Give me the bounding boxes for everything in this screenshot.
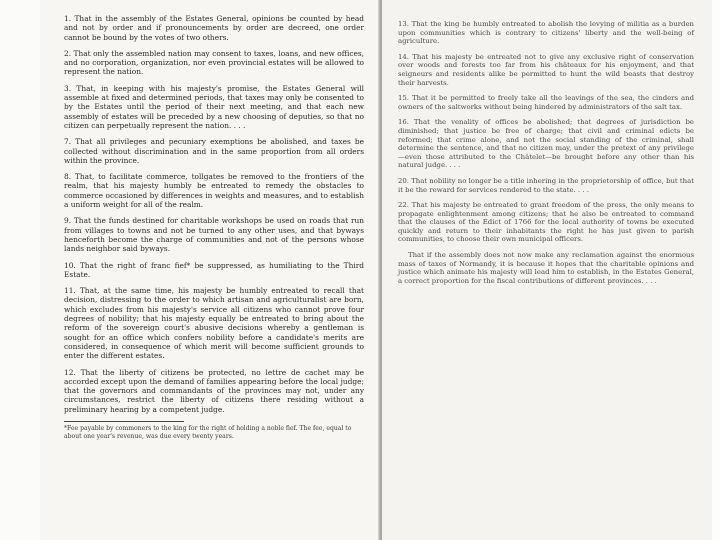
right-column [398,20,694,292]
article-12: 12. That the liberty of citizens be protected, no lettre de cachet may be accorded except upon the demand of families appearing before the local judge; that the governors and commandants of the provinces may not, under any circumstances, restrict the liberty of citizens there residing without a preliminary hearing by a competent judge. [64,367,364,414]
article-15: 15. That it be permitted to freely take all the leavings of the sea, the cinders and owners of the saltworks without being hindered by administrators of the salt tax. [398,94,694,111]
footnote-divider [64,421,184,422]
article-8: 8. That, to facilitate commerce, tollgates be removed to the frontiers of the realm, that his majesty humbly be entreated to remedy the obstacles to commerce occasioned by differences in weights and measures, and to establish a uniform weight for all of the realm. [64,172,364,210]
scan-margin [0,0,40,540]
article-14: 14. That his majesty be entreated not to give any exclusive right of conservation over woods and forests too far from his châteaux for his enjoyment, and that seigneurs and residents alike be permitted to hunt the wild beasts that destroy their harvests. [398,52,694,87]
article-16: 16. That the venality of offices be abolished; that degrees of jurisdiction be diminished; that justice be free of charge; that civil and criminal edicts be reformed; that crime alone, and not the social standing of the criminal, shall determine the sentence, and that no citizen may, under the pretext of any privilege—even those attributed to the Châtelet—be brought before any other than his natural judge. . . . [398,118,694,170]
left-column [64,14,364,441]
footnote: *Fee payable by commoners to the king for the right of holding a noble fief. The fee, equal to about one year's revenue, was due every twenty years. [64,424,352,440]
article-2: 2. That only the assembled nation may consent to taxes, loans, and new offices, and no corporation, organization, nor even provincial estates will be allowed to represent the nation. [64,48,364,77]
article-1: 1. That in the assembly of the Estates General, opinions be counted by head and not by order and if pronouncements by order are decreed, one order cannot be bound by the votes of two others. [64,14,364,42]
article-20: 20. That nobility no longer be a title inhering in the proprietorship of office, but that it be the reward for services rendered to the state. . . . [398,176,694,194]
article-9: 9. That the funds destined for charitable workshops be used on roads that run from villages to towns and not be turned to any other uses, and that byways henceforth become the charge of communities and not of the persons whose lands neighbor said byways. [64,216,364,254]
right-page [382,0,712,540]
article-7: 7. That all privileges and pecuniary exemptions be abolished, and taxes be collected without discrimination and in the same proportion from all orders within the province. [64,137,364,165]
article-11: 11. That, at the same time, his majesty be humbly entreated to recall that decision, distressing to the order to which artisan and agriculturalist are born, which excludes from his majesty's service all citizens who cannot prove four degrees of nobility; that his majesty equally be entreated to bring about the reform of the sovereign court's abusive decisions whereby a gentleman is sought for an office which confers nobility before a candidate's merits are considered, in consequence of which merit will become sufficient grounds to enter the different estates. [64,286,364,361]
article-3: 3. That, in keeping with his majesty's promise, the Estates General will assemble at fixed and determined periods, that taxes may only be consented to by the Estates until the period of their next meeting, and that each new assembly of estates will be preceded by a new choosing of deputies, so that no citizen can perpetually represent the nation. . . . [64,83,364,130]
article-13: 13. That the king be humbly entreated to abolish the levying of militia as a burden upon communities which is contrary to citizens' liberty and the well-being of agriculture. [398,20,694,46]
article-22: 22. That his majesty be entreated to grant freedom of the press, the only means to propagate enlightenment among citizens; that he also be entreated to command that the clauses of the Edict of 1766 for the local authority of towns be executed quickly and return to their inhabitants the right he has just given to parish communities, to choose their own municipal officers. [398,201,694,244]
left-page [40,0,380,540]
article-10: 10. That the right of franc fief* be suppressed, as humiliating to the Third Estate. [64,260,364,279]
closing-paragraph: That if the assembly does not now make any reclamation against the enormous mass of taxes of Normandy, it is because it hopes that the charitable opinions and justice which animate his majesty will lead him to establish, in the Estates General, a correct proportion for the fiscal contributions of different provinces. . . . [398,251,694,285]
